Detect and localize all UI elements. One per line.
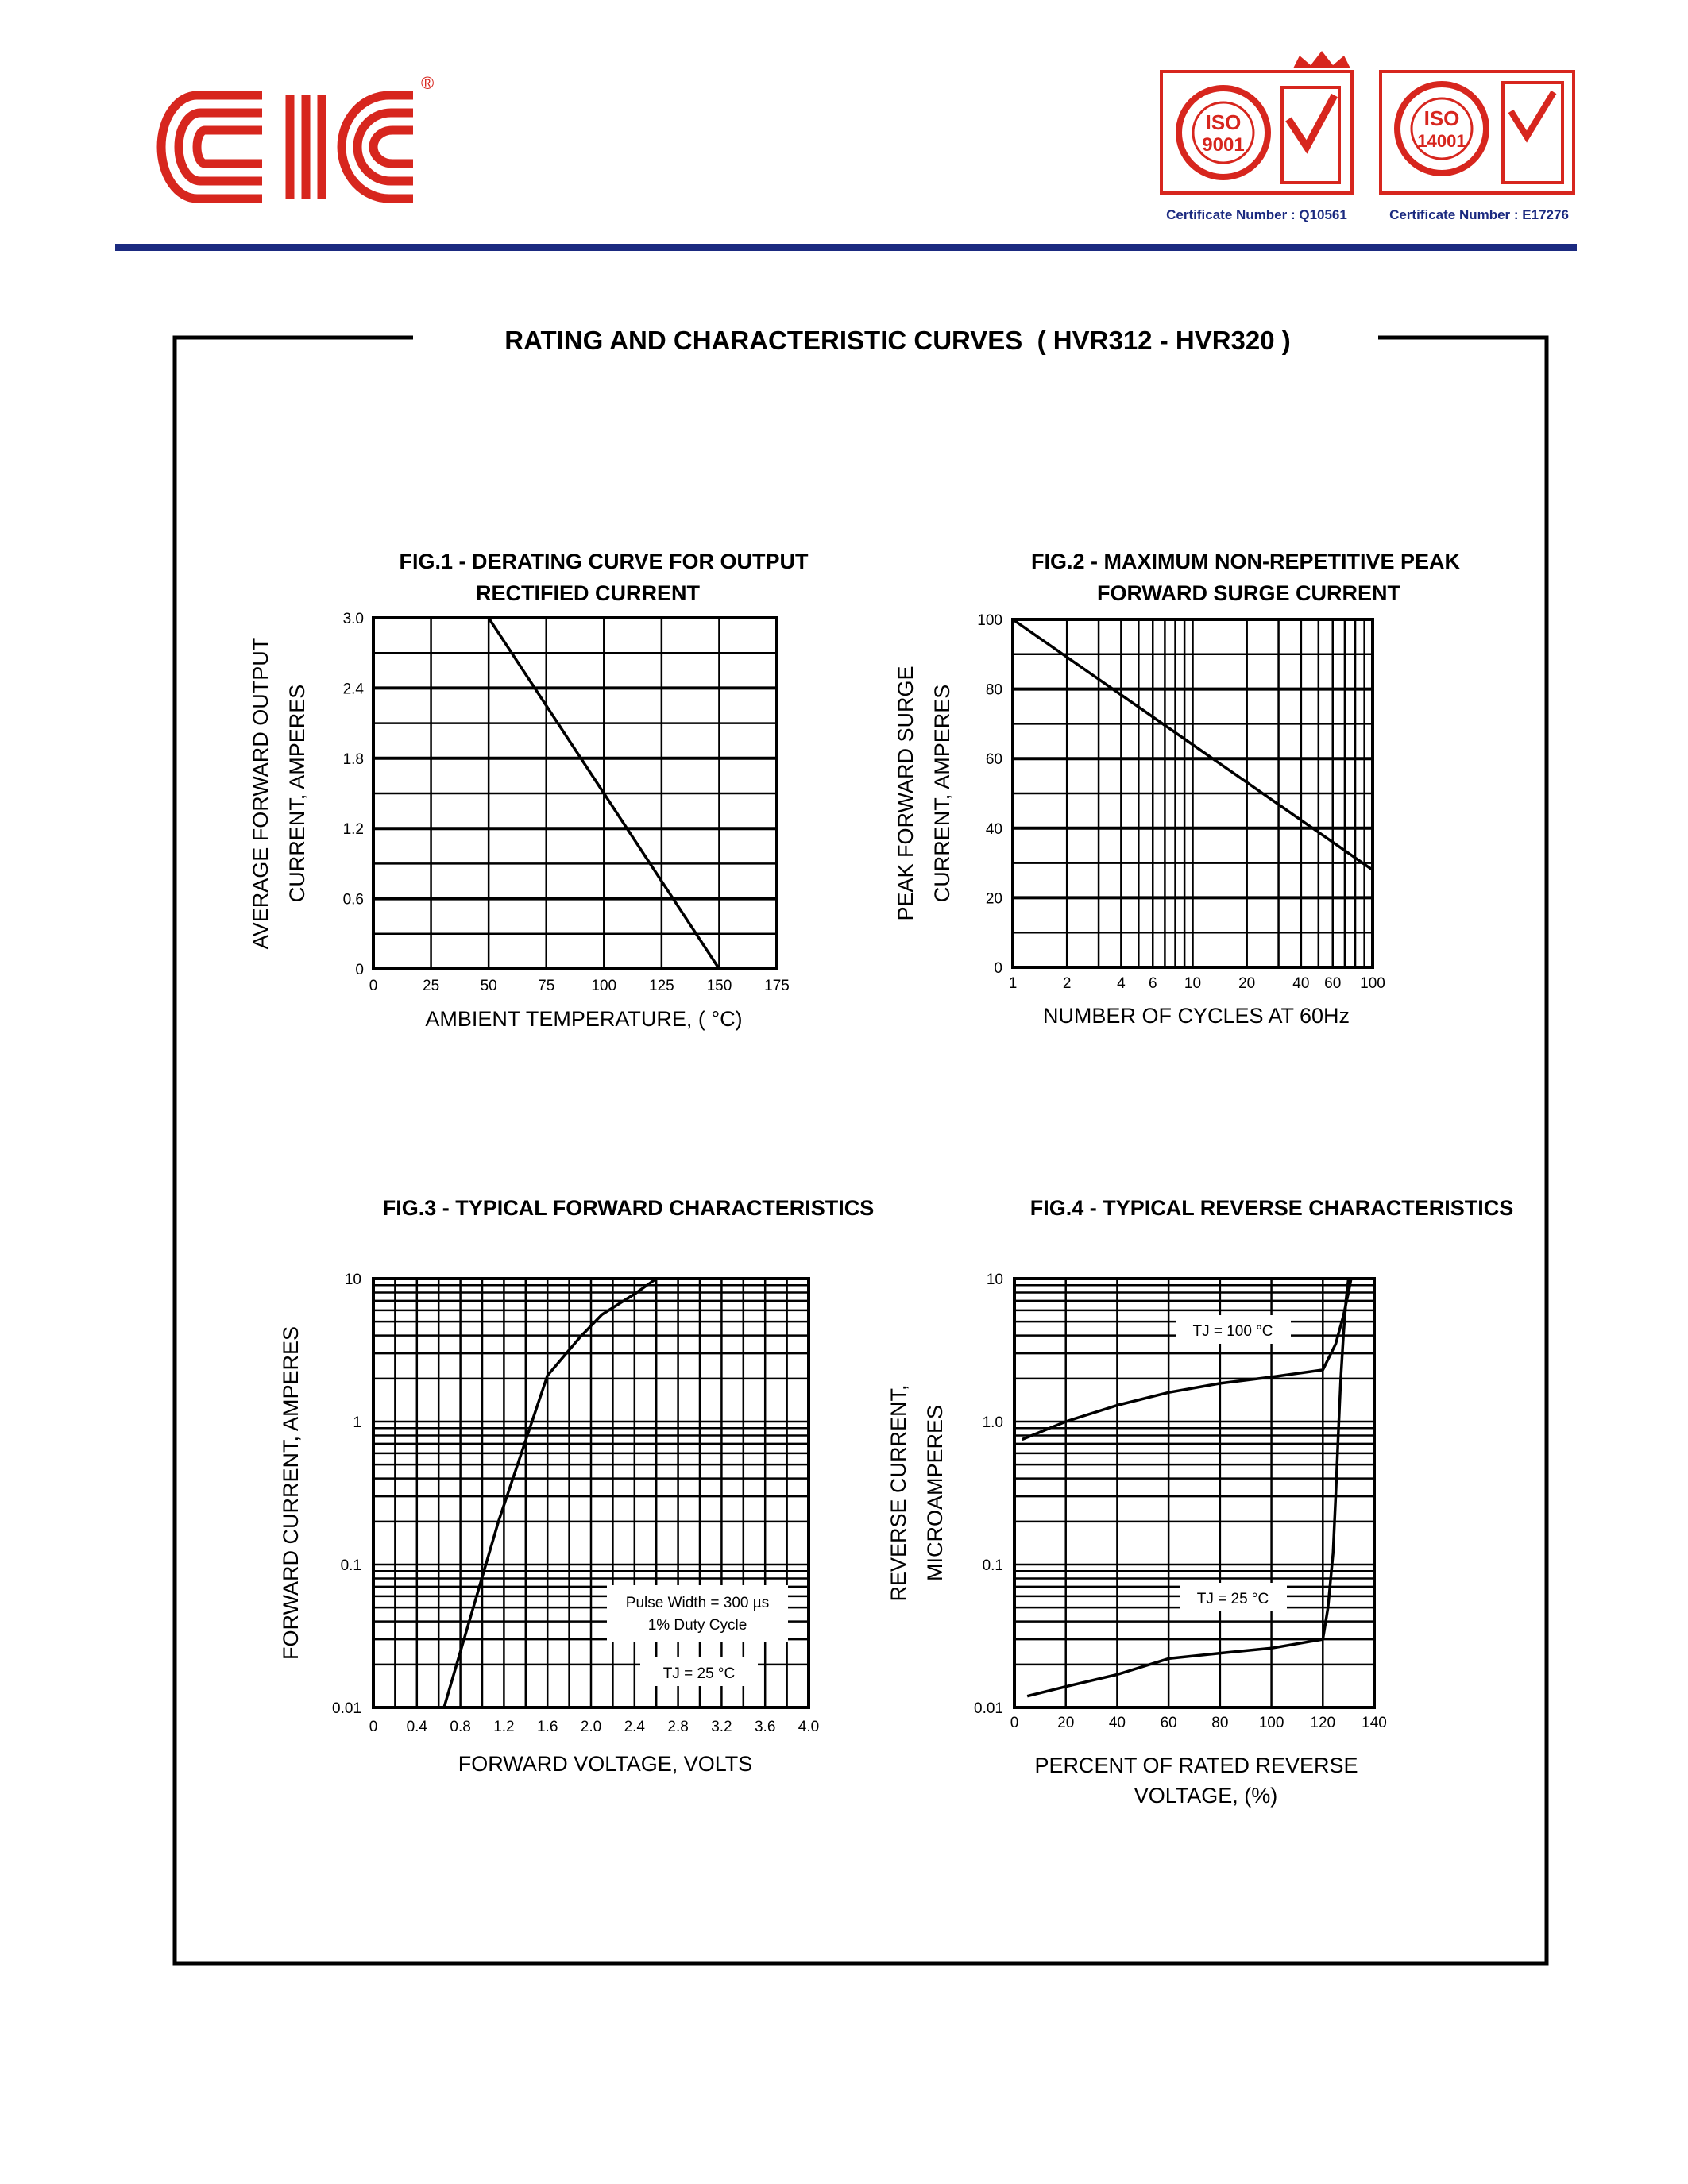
iso9001-number: 9001	[1202, 134, 1245, 156]
y-tick-label: 1.8	[342, 751, 364, 768]
x-tick-label: 0	[369, 1719, 378, 1735]
x-tick-label: 6	[1148, 975, 1157, 992]
x-tick-label: 120	[1310, 1715, 1336, 1731]
x-tick-label: 2.0	[580, 1719, 602, 1735]
x-tick-label: 0.4	[406, 1719, 428, 1735]
x-axis-label: VOLTAGE, (%)	[1134, 1784, 1278, 1808]
series-curve-1	[444, 1279, 656, 1707]
x-tick-label: 50	[480, 978, 497, 994]
chart-title: FIG.4 - TYPICAL REVERSE CHARACTERISTICS	[1029, 1196, 1514, 1220]
y-tick-label: 60	[985, 751, 1002, 769]
tj-label: TJ = 25 °C	[662, 1665, 736, 1682]
y-tick-label: 0	[355, 962, 364, 978]
y-tick-label: 2.4	[342, 681, 364, 698]
fig3-forward-characteristics-chart	[279, 1196, 874, 1776]
x-axis-label: AMBIENT TEMPERATURE, ( °C)	[425, 1007, 743, 1031]
x-tick-label: 60	[1160, 1715, 1177, 1731]
y-tick-label: 100	[977, 612, 1002, 629]
x-tick-label: 40	[1108, 1715, 1126, 1731]
x-tick-label: 100	[1360, 975, 1385, 992]
tj-high-label: TJ = 100 °C	[1192, 1323, 1273, 1340]
x-tick-label: 20	[1238, 975, 1256, 992]
eic-logo	[161, 73, 434, 199]
x-tick-label: 60	[1324, 975, 1342, 992]
x-tick-label: 20	[1057, 1715, 1075, 1731]
checkmark-icon	[1288, 95, 1335, 147]
y-tick-label: 0	[994, 960, 1002, 977]
x-tick-label: 140	[1362, 1715, 1387, 1731]
series-curve-1	[1022, 1279, 1351, 1440]
iso14001-certificate-caption: Certificate Number : E17276	[1389, 207, 1569, 222]
x-tick-label: 175	[764, 978, 790, 994]
chart-title: RECTIFIED CURRENT	[476, 581, 700, 605]
y-tick-label: 0.1	[982, 1557, 1003, 1574]
fig4-reverse-characteristics-chart	[886, 1196, 1513, 1808]
y-axis-label: FORWARD CURRENT, AMPERES	[279, 1325, 303, 1661]
iso14001-number: 14001	[1417, 131, 1466, 151]
x-tick-label: 0	[1010, 1715, 1019, 1731]
y-axis-label: CURRENT, AMPERES	[285, 684, 309, 903]
y-axis-label: AVERAGE FORWARD OUTPUT	[249, 637, 272, 950]
x-tick-label: 4	[1117, 975, 1126, 992]
x-tick-label: 4.0	[798, 1719, 820, 1735]
y-tick-label: 20	[985, 890, 1002, 908]
x-tick-label: 40	[1292, 975, 1310, 992]
x-axis-label: PERCENT OF RATED REVERSE	[1034, 1754, 1358, 1777]
chart-title: FORWARD SURGE CURRENT	[1096, 581, 1401, 605]
y-axis-label: PEAK FORWARD SURGE	[894, 666, 917, 921]
x-tick-label: 100	[591, 978, 617, 994]
iso9001-certification-badge	[1161, 51, 1352, 222]
iso9001-certificate-caption: Certificate Number : Q10561	[1166, 207, 1347, 222]
chart-title: FIG.2 - MAXIMUM NON-REPETITIVE PEAK	[1030, 550, 1461, 573]
pulse-note-text: 1% Duty Cycle	[647, 1617, 747, 1634]
x-tick-label: 2.4	[624, 1719, 646, 1735]
x-tick-label: 75	[538, 978, 555, 994]
y-tick-label: 10	[344, 1271, 361, 1288]
x-tick-label: 2.8	[667, 1719, 689, 1735]
x-tick-label: 10	[1184, 975, 1202, 992]
iso14001-certification-badge	[1381, 71, 1574, 222]
iso9001-label: ISO	[1205, 110, 1242, 134]
pulse-note-box	[607, 1585, 788, 1642]
x-tick-label: 125	[649, 978, 674, 994]
y-tick-label: 10	[986, 1271, 1003, 1288]
x-tick-label: 100	[1258, 1715, 1284, 1731]
registered-mark: ®	[421, 73, 435, 93]
y-axis-label: REVERSE CURRENT,	[886, 1384, 910, 1602]
x-tick-label: 1.2	[493, 1719, 515, 1735]
chart-title: FIG.1 - DERATING CURVE FOR OUTPUT	[399, 550, 809, 573]
x-tick-label: 3.2	[711, 1719, 732, 1735]
y-tick-label: 1.2	[342, 821, 364, 839]
fig1-derating-curve-chart	[249, 550, 809, 1031]
y-tick-label: 1	[353, 1414, 361, 1431]
pulse-note-text: Pulse Width = 300 µs	[625, 1595, 770, 1611]
x-tick-label: 0.8	[450, 1719, 471, 1735]
y-axis-label: CURRENT, AMPERES	[930, 684, 954, 903]
page-title: RATING AND CHARACTERISTIC CURVES ( HVR312 - HVR320 )	[504, 326, 1291, 355]
x-tick-label: 150	[706, 978, 732, 994]
y-tick-label: 40	[985, 820, 1002, 838]
tj-low-label: TJ = 25 °C	[1196, 1591, 1269, 1607]
x-axis-label: NUMBER OF CYCLES AT 60Hz	[1042, 1004, 1350, 1028]
x-axis-label: FORWARD VOLTAGE, VOLTS	[458, 1752, 753, 1776]
y-axis-label: MICROAMPERES	[923, 1404, 947, 1582]
y-tick-label: 0.1	[340, 1557, 361, 1574]
y-tick-label: 1.0	[982, 1414, 1003, 1431]
y-tick-label: 0.01	[332, 1700, 361, 1717]
x-tick-label: 80	[1211, 1715, 1229, 1731]
x-tick-label: 0	[369, 978, 378, 994]
header-rule	[115, 244, 1577, 251]
y-tick-label: 0.01	[974, 1700, 1003, 1717]
fig2-surge-current-chart	[894, 550, 1461, 1028]
x-tick-label: 1	[1008, 975, 1018, 992]
y-tick-label: 0.6	[342, 891, 364, 909]
x-tick-label: 2	[1062, 975, 1072, 992]
x-tick-label: 1.6	[536, 1719, 558, 1735]
y-tick-label: 80	[985, 681, 1002, 699]
checkmark-icon	[1511, 92, 1554, 137]
x-tick-label: 25	[423, 978, 440, 994]
iso14001-label: ISO	[1423, 106, 1460, 130]
x-tick-label: 3.6	[754, 1719, 776, 1735]
chart-title: FIG.3 - TYPICAL FORWARD CHARACTERISTICS	[382, 1196, 875, 1220]
y-tick-label: 3.0	[342, 611, 364, 627]
crown-icon	[1293, 51, 1350, 68]
